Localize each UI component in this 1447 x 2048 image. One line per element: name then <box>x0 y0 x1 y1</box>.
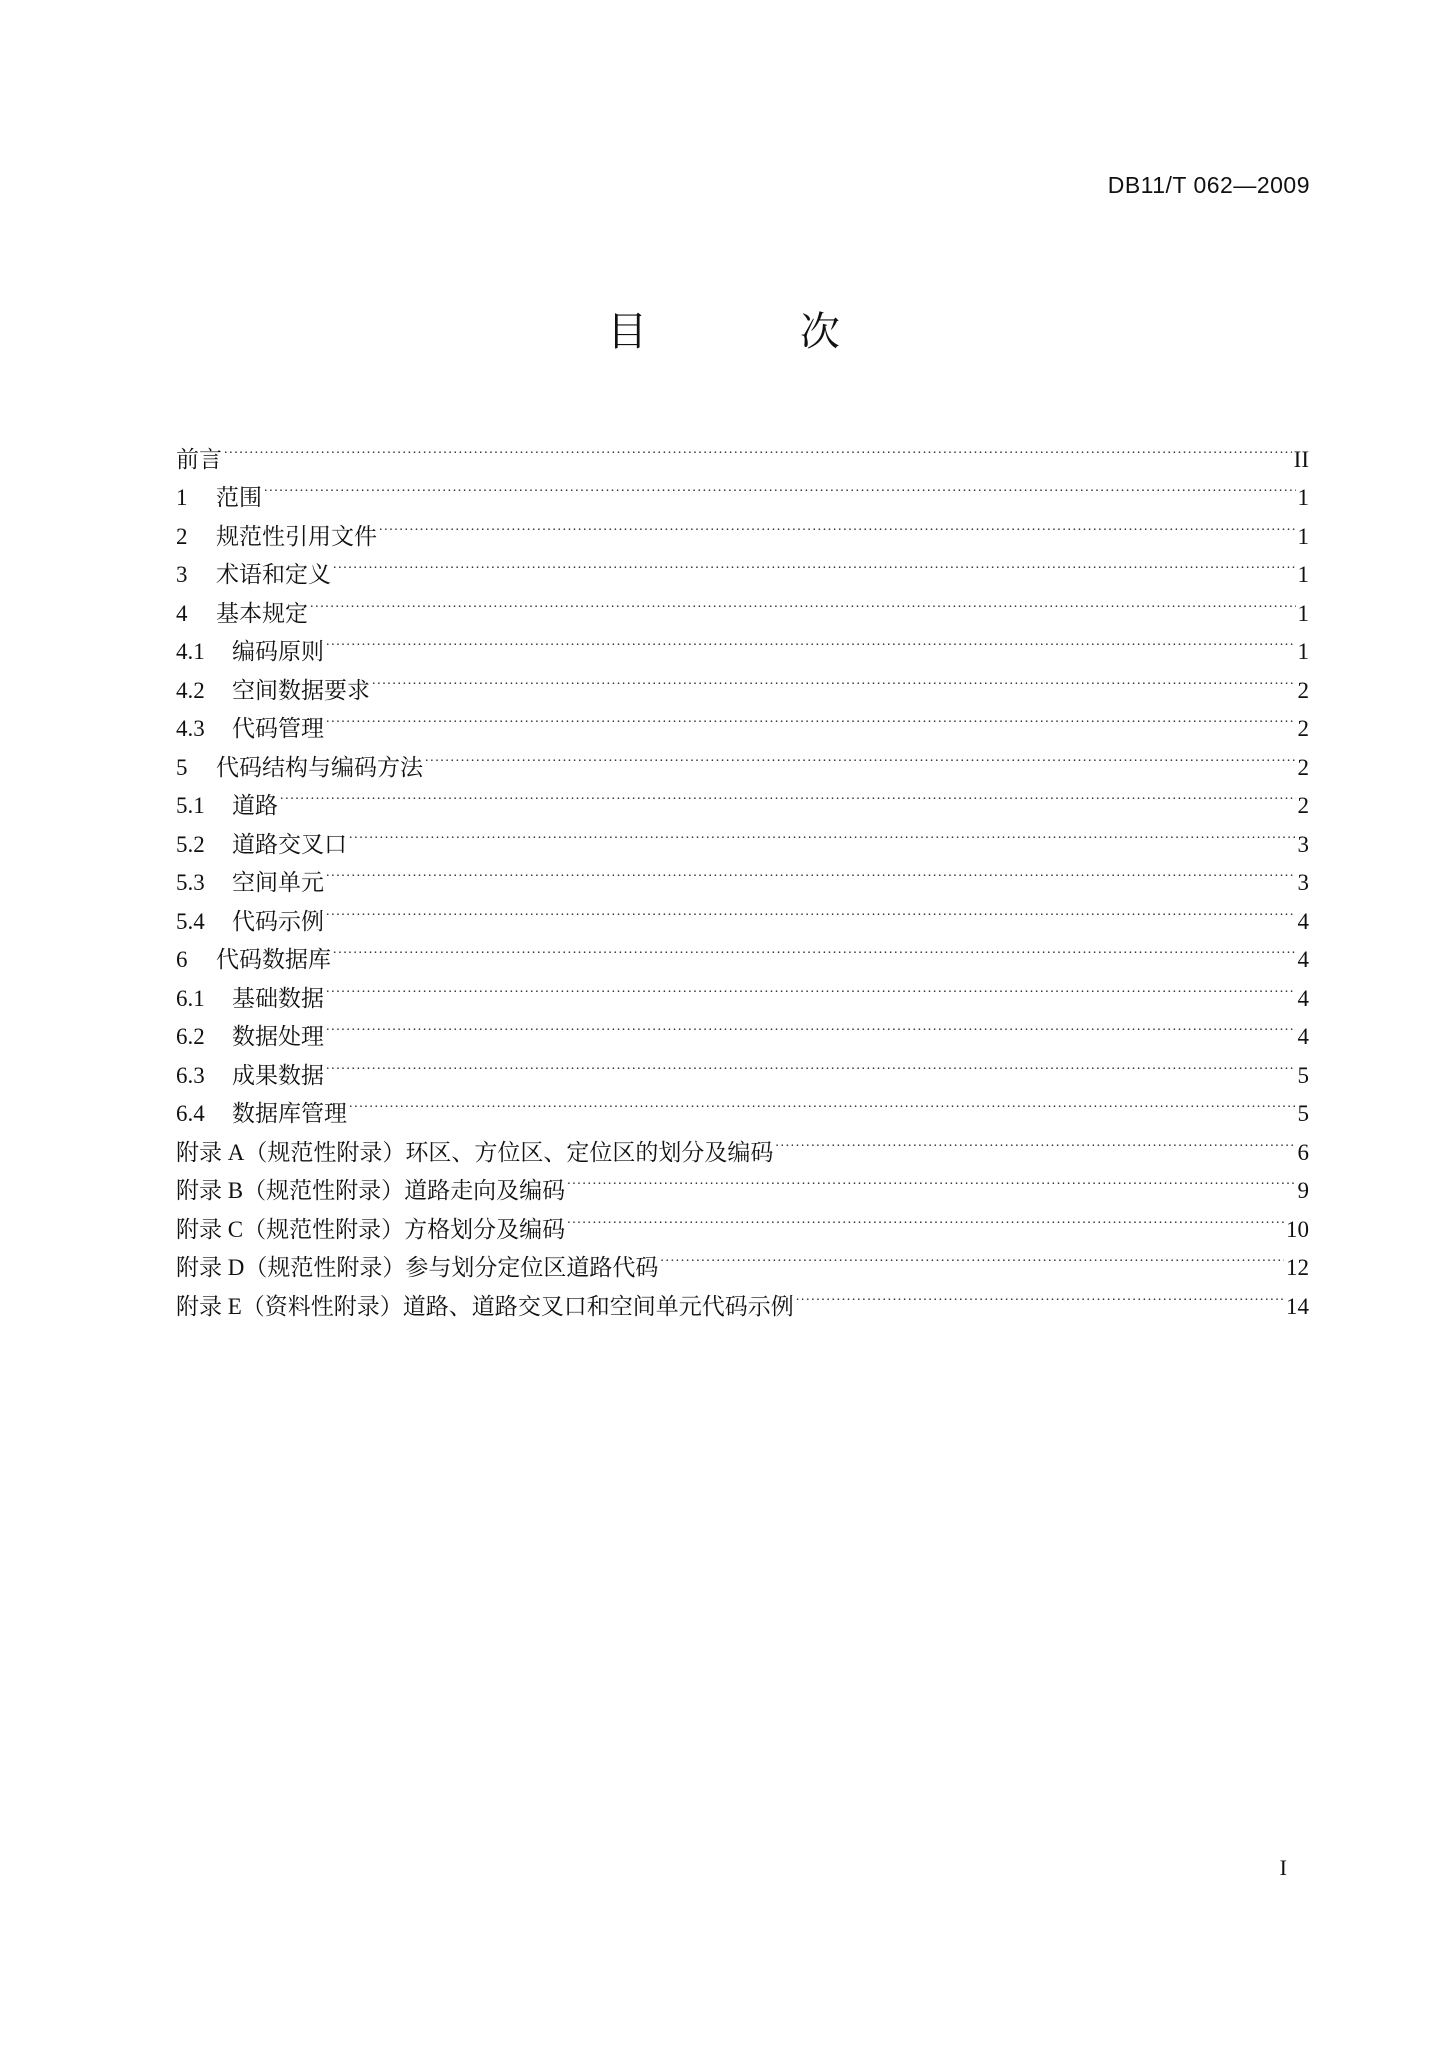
toc-entry[interactable] <box>176 775 1309 818</box>
toc-dot-leader <box>264 467 1296 506</box>
toc-entry-page: 3 <box>1297 870 1309 895</box>
toc-entry-label: 基础数据 <box>232 985 324 1011</box>
toc-entry-label: 基本规定 <box>216 600 308 626</box>
toc-entry-title <box>176 595 308 634</box>
toc-dot-leader <box>349 813 1296 852</box>
toc-dot-leader <box>349 1083 1296 1122</box>
toc-dot-leader <box>326 698 1296 737</box>
toc-entry-page: 4 <box>1297 1024 1309 1049</box>
toc-dot-leader <box>660 1237 1284 1276</box>
toc-dot-leader <box>310 582 1296 621</box>
toc-entry-page: 5 <box>1297 1062 1309 1088</box>
toc-entry-page: 1 <box>1297 600 1309 626</box>
toc-entry-title <box>176 710 324 749</box>
toc-entry-label: 数据库管理 <box>232 1101 347 1126</box>
toc-entry-page: 4 <box>1297 985 1309 1011</box>
toc-entry-label: 附录 B（规范性附录）道路走向及编码 <box>176 1178 566 1203</box>
toc-entry-label: 代码示例 <box>232 908 324 934</box>
toc-entry-number: 4 <box>176 600 188 626</box>
toc-dot-leader <box>224 428 1292 467</box>
toc-entry-label: 道路交叉口 <box>232 831 347 857</box>
toc-entry[interactable] <box>176 467 1309 510</box>
toc-entry-number: 4.2 <box>176 677 205 703</box>
toc-entry-number: 6.3 <box>176 1062 205 1088</box>
toc-entry-title <box>176 1288 794 1327</box>
toc-entry-number: 2 <box>176 523 188 549</box>
toc-entry-page: 2 <box>1297 754 1309 780</box>
toc-dot-leader <box>379 505 1296 544</box>
toc-entry[interactable] <box>176 1044 1309 1088</box>
toc-entry-page: 1 <box>1297 562 1309 587</box>
toc-entry[interactable] <box>176 505 1309 549</box>
toc-dot-leader <box>326 967 1296 1006</box>
toc-entry[interactable] <box>176 544 1309 587</box>
toc-entry-page: 2 <box>1297 677 1309 703</box>
toc-entry[interactable] <box>176 890 1309 934</box>
table-of-contents <box>176 428 1309 1319</box>
toc-entry-number: 3 <box>176 562 188 587</box>
toc-dot-leader <box>326 890 1296 929</box>
toc-dot-leader <box>280 775 1296 814</box>
toc-entry[interactable] <box>176 967 1309 1011</box>
toc-entry-page: 4 <box>1297 908 1309 934</box>
toc-entry[interactable] <box>176 852 1309 895</box>
toc-entry-number: 6.2 <box>176 1024 205 1049</box>
toc-entry-title <box>176 903 324 942</box>
toc-entry[interactable] <box>176 582 1309 626</box>
toc-dot-leader <box>425 736 1296 775</box>
toc-dot-leader <box>372 659 1296 698</box>
toc-entry-label: 数据处理 <box>232 1024 324 1049</box>
toc-entry-title <box>176 787 278 826</box>
toc-entry-page: 1 <box>1297 523 1309 549</box>
toc-dot-leader <box>326 1044 1296 1083</box>
toc-entry-number: 5 <box>176 754 188 780</box>
toc-entry-page: 9 <box>1297 1178 1309 1203</box>
toc-entry[interactable] <box>176 813 1309 857</box>
toc-entry-page: 1 <box>1297 485 1309 510</box>
page-title: 目 次 <box>607 309 910 355</box>
toc-entry-label: 范围 <box>216 485 262 510</box>
toc-entry-number: 6.4 <box>176 1101 205 1126</box>
toc-entry-page: 3 <box>1297 831 1309 857</box>
toc-dot-leader <box>333 929 1296 968</box>
toc-entry[interactable] <box>176 929 1309 972</box>
toc-entry-label: 规范性引用文件 <box>216 523 377 549</box>
toc-entry-page: 12 <box>1286 1255 1309 1280</box>
toc-entry-number: 4.1 <box>176 639 205 664</box>
toc-entry-page: 14 <box>1286 1293 1309 1319</box>
toc-entry-label: 道路 <box>232 793 278 818</box>
toc-entry-number: 5.3 <box>176 870 205 895</box>
toc-entry-title <box>176 1211 565 1250</box>
toc-entry-label: 代码结构与编码方法 <box>216 754 423 780</box>
toc-entry-label: 代码管理 <box>232 716 324 741</box>
toc-entry[interactable] <box>176 1006 1309 1049</box>
toc-dot-leader <box>333 544 1296 583</box>
toc-entry-number: 6 <box>176 947 188 972</box>
toc-entry-title <box>176 864 324 903</box>
toc-entry-label: 空间数据要求 <box>232 677 370 703</box>
document-code: DB11/T 062—2009 <box>1107 172 1310 198</box>
toc-entry-title <box>176 941 331 980</box>
toc-entry-number: 5.4 <box>176 908 205 934</box>
toc-dot-leader <box>567 1160 1295 1199</box>
toc-entry-page: 5 <box>1297 1101 1309 1126</box>
toc-entry-label: 代码数据库 <box>216 947 331 972</box>
toc-entry-title <box>176 556 331 595</box>
toc-entry-number: 1 <box>176 485 188 510</box>
toc-entry-label: 附录 C（规范性附录）方格划分及编码 <box>176 1216 566 1242</box>
toc-entry[interactable] <box>176 621 1309 664</box>
toc-entry-page: II <box>1293 446 1309 472</box>
toc-entry-label: 成果数据 <box>232 1062 324 1088</box>
toc-entry-title <box>176 479 262 518</box>
toc-entry-page: 2 <box>1297 793 1309 818</box>
toc-entry-page: 4 <box>1297 947 1309 972</box>
toc-entry-label: 前言 <box>176 446 222 472</box>
toc-entry-title <box>176 1172 565 1211</box>
toc-entry-title <box>176 980 324 1019</box>
toc-entry-number: 5.1 <box>176 793 205 818</box>
toc-entry[interactable] <box>176 698 1309 741</box>
toc-dot-leader <box>796 1275 1284 1314</box>
toc-entry-title <box>176 441 222 480</box>
toc-entry-page: 2 <box>1297 716 1309 741</box>
toc-entry[interactable] <box>176 428 1309 472</box>
toc-entry-label: 附录 D（规范性附录）参与划分定位区道路代码 <box>176 1255 659 1280</box>
toc-entry[interactable] <box>176 659 1309 703</box>
toc-entry-title <box>176 1095 347 1134</box>
toc-entry-title <box>176 1057 324 1096</box>
toc-entry-title <box>176 633 324 672</box>
toc-dot-leader <box>775 1121 1295 1160</box>
toc-entry-number: 6.1 <box>176 985 205 1011</box>
toc-dot-leader <box>326 621 1296 660</box>
toc-dot-leader <box>326 852 1296 891</box>
toc-dot-leader <box>326 1006 1296 1045</box>
toc-entry[interactable] <box>176 1083 1309 1126</box>
toc-entry-title <box>176 826 347 865</box>
toc-entry-label: 术语和定义 <box>216 562 331 587</box>
toc-entry-label: 编码原则 <box>232 639 324 664</box>
toc-entry-page: 1 <box>1297 639 1309 664</box>
toc-entry-title <box>176 1018 324 1057</box>
toc-entry-title <box>176 1249 658 1288</box>
toc-entry-label: 附录 A（规范性附录）环区、方位区、定位区的划分及编码 <box>176 1139 774 1165</box>
toc-entry-page: 6 <box>1297 1139 1309 1165</box>
toc-entry[interactable] <box>176 736 1309 780</box>
toc-entry-number: 4.3 <box>176 716 205 741</box>
page-number: I <box>1279 1855 1287 1880</box>
toc-dot-leader <box>567 1198 1284 1237</box>
toc-entry-number: 5.2 <box>176 831 205 857</box>
toc-entry-page: 10 <box>1286 1216 1309 1242</box>
toc-entry-label: 附录 E（资料性附录）道路、道路交叉口和空间单元代码示例 <box>176 1293 794 1319</box>
toc-entry-label: 空间单元 <box>232 870 324 895</box>
